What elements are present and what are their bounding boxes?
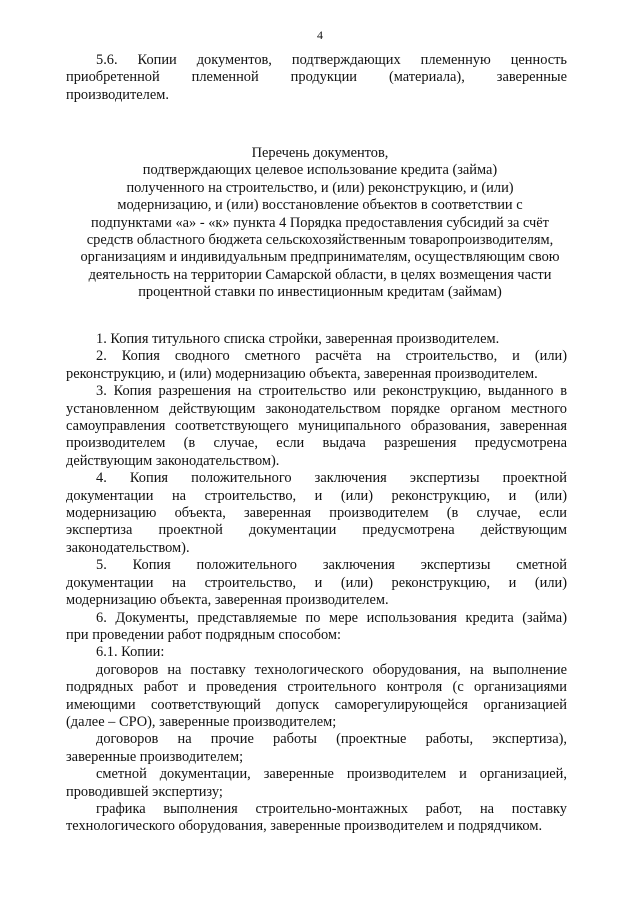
text-line: договоров на поставку технологического оборудования, на выполнение [96, 661, 567, 678]
document-heading [40, 145, 600, 302]
text-line: 6.1. Копии: [96, 644, 165, 661]
text-line: 1. Копия титульного списка стройки, заверенная производителем. [96, 331, 500, 347]
text-line: графика выполнения строительно-монтажных работ, на поставку [96, 800, 567, 817]
heading-line: организациям и индивидуальным предпринимателям, осуществляющим свою [80, 249, 560, 266]
heading-line: полученного на строительство, и (или) реконструкцию, и (или) [126, 179, 514, 196]
document-list [66, 331, 567, 836]
heading-line: подтверждающих целевое использование кредита (займа) [142, 162, 498, 179]
text-line: договоров на прочие работы (проектные работы, экспертиза), [96, 731, 567, 748]
text-line: законодательством). [66, 539, 190, 556]
text-line: 5. Копия положительного заключения экспертизы сметной [96, 557, 567, 574]
text-line: при проведении работ подрядным способом: [66, 626, 341, 643]
top-paragraph [66, 52, 567, 104]
text-line: производителем (в случае, если выдача разрешения предусмотрена [66, 435, 567, 452]
list-item [66, 766, 567, 801]
text-line: модернизацию объекта, заверенная производителем (в случае, если [66, 505, 567, 522]
heading-line: модернизацию, и (или) восстановление объектов в соответствии с [117, 197, 523, 214]
list-item [66, 644, 567, 661]
page-number: 4 [317, 28, 323, 42]
text-line: проводившей экспертизу; [66, 783, 223, 800]
text-line: приобретенной племенной продукции (материала), заверенные [66, 69, 567, 86]
text-line: имеющими соответствующий допуск саморегулирующейся организацией [66, 696, 567, 713]
list-item [66, 801, 567, 836]
text-line: 4. Копия положительного заключения экспертизы проектной [96, 470, 567, 487]
text-line: 3. Копия разрешения на строительство или реконструкцию, выданного в [96, 383, 567, 400]
text-line: модернизацию объекта, заверенная производителем. [66, 592, 389, 609]
text-line: действующим законодательством). [66, 452, 280, 469]
list-item [66, 331, 567, 348]
text-line: 5.6. Копии документов, подтверждающих племенную ценность [96, 52, 567, 68]
list-item [66, 557, 567, 609]
list-item [66, 731, 567, 766]
text-line: реконструкцию, и (или) модернизацию объекта, заверенная производителем. [66, 365, 538, 382]
text-line: документации на строительство, и (или) реконструкцию, и (или) [66, 574, 567, 591]
list-item [66, 470, 567, 557]
heading-line: Перечень документов, [251, 145, 389, 161]
text-line: (далее – СРО), заверенные производителем; [66, 713, 337, 730]
text-line: установленном действующим законодательством порядке органом местного [66, 400, 567, 417]
heading-line: процентной ставки по инвестиционным кредитам (займам) [138, 284, 502, 301]
heading-line: подпунктами «а» - «к» пункта 4 Порядка предоставления субсидий за счёт [91, 214, 549, 231]
heading-line: деятельность на территории Самарской области, в целях возмещения части [88, 266, 552, 283]
text-line: сметной документации, заверенные производителем и организацией, [96, 766, 567, 783]
text-line: технологического оборудования, заверенные производителем и подрядчиком. [66, 818, 543, 835]
text-line: подрядных работ и проведения строительного контроля (с организациями [66, 679, 567, 696]
text-line: документации на строительство, и (или) реконструкцию, и (или) [66, 487, 567, 504]
text-line: 6. Документы, представляемые по мере использования кредита (займа) [96, 609, 567, 626]
text-line: 2. Копия сводного сметного расчёта на строительство, и (или) [96, 348, 567, 365]
text-line: производителем. [66, 86, 169, 103]
text-line: самоуправления соответствующего муниципального образования, заверенная [66, 418, 567, 435]
list-item [66, 383, 567, 470]
text-line: заверенные производителем; [66, 748, 244, 765]
list-item [66, 662, 567, 732]
heading-line: средств областного бюджета сельскохозяйственным товаропроизводителям, [86, 232, 554, 249]
text-line: экспертиза проектной документации предусмотрена действующим [66, 522, 567, 539]
list-item [66, 610, 567, 645]
list-item [66, 348, 567, 383]
